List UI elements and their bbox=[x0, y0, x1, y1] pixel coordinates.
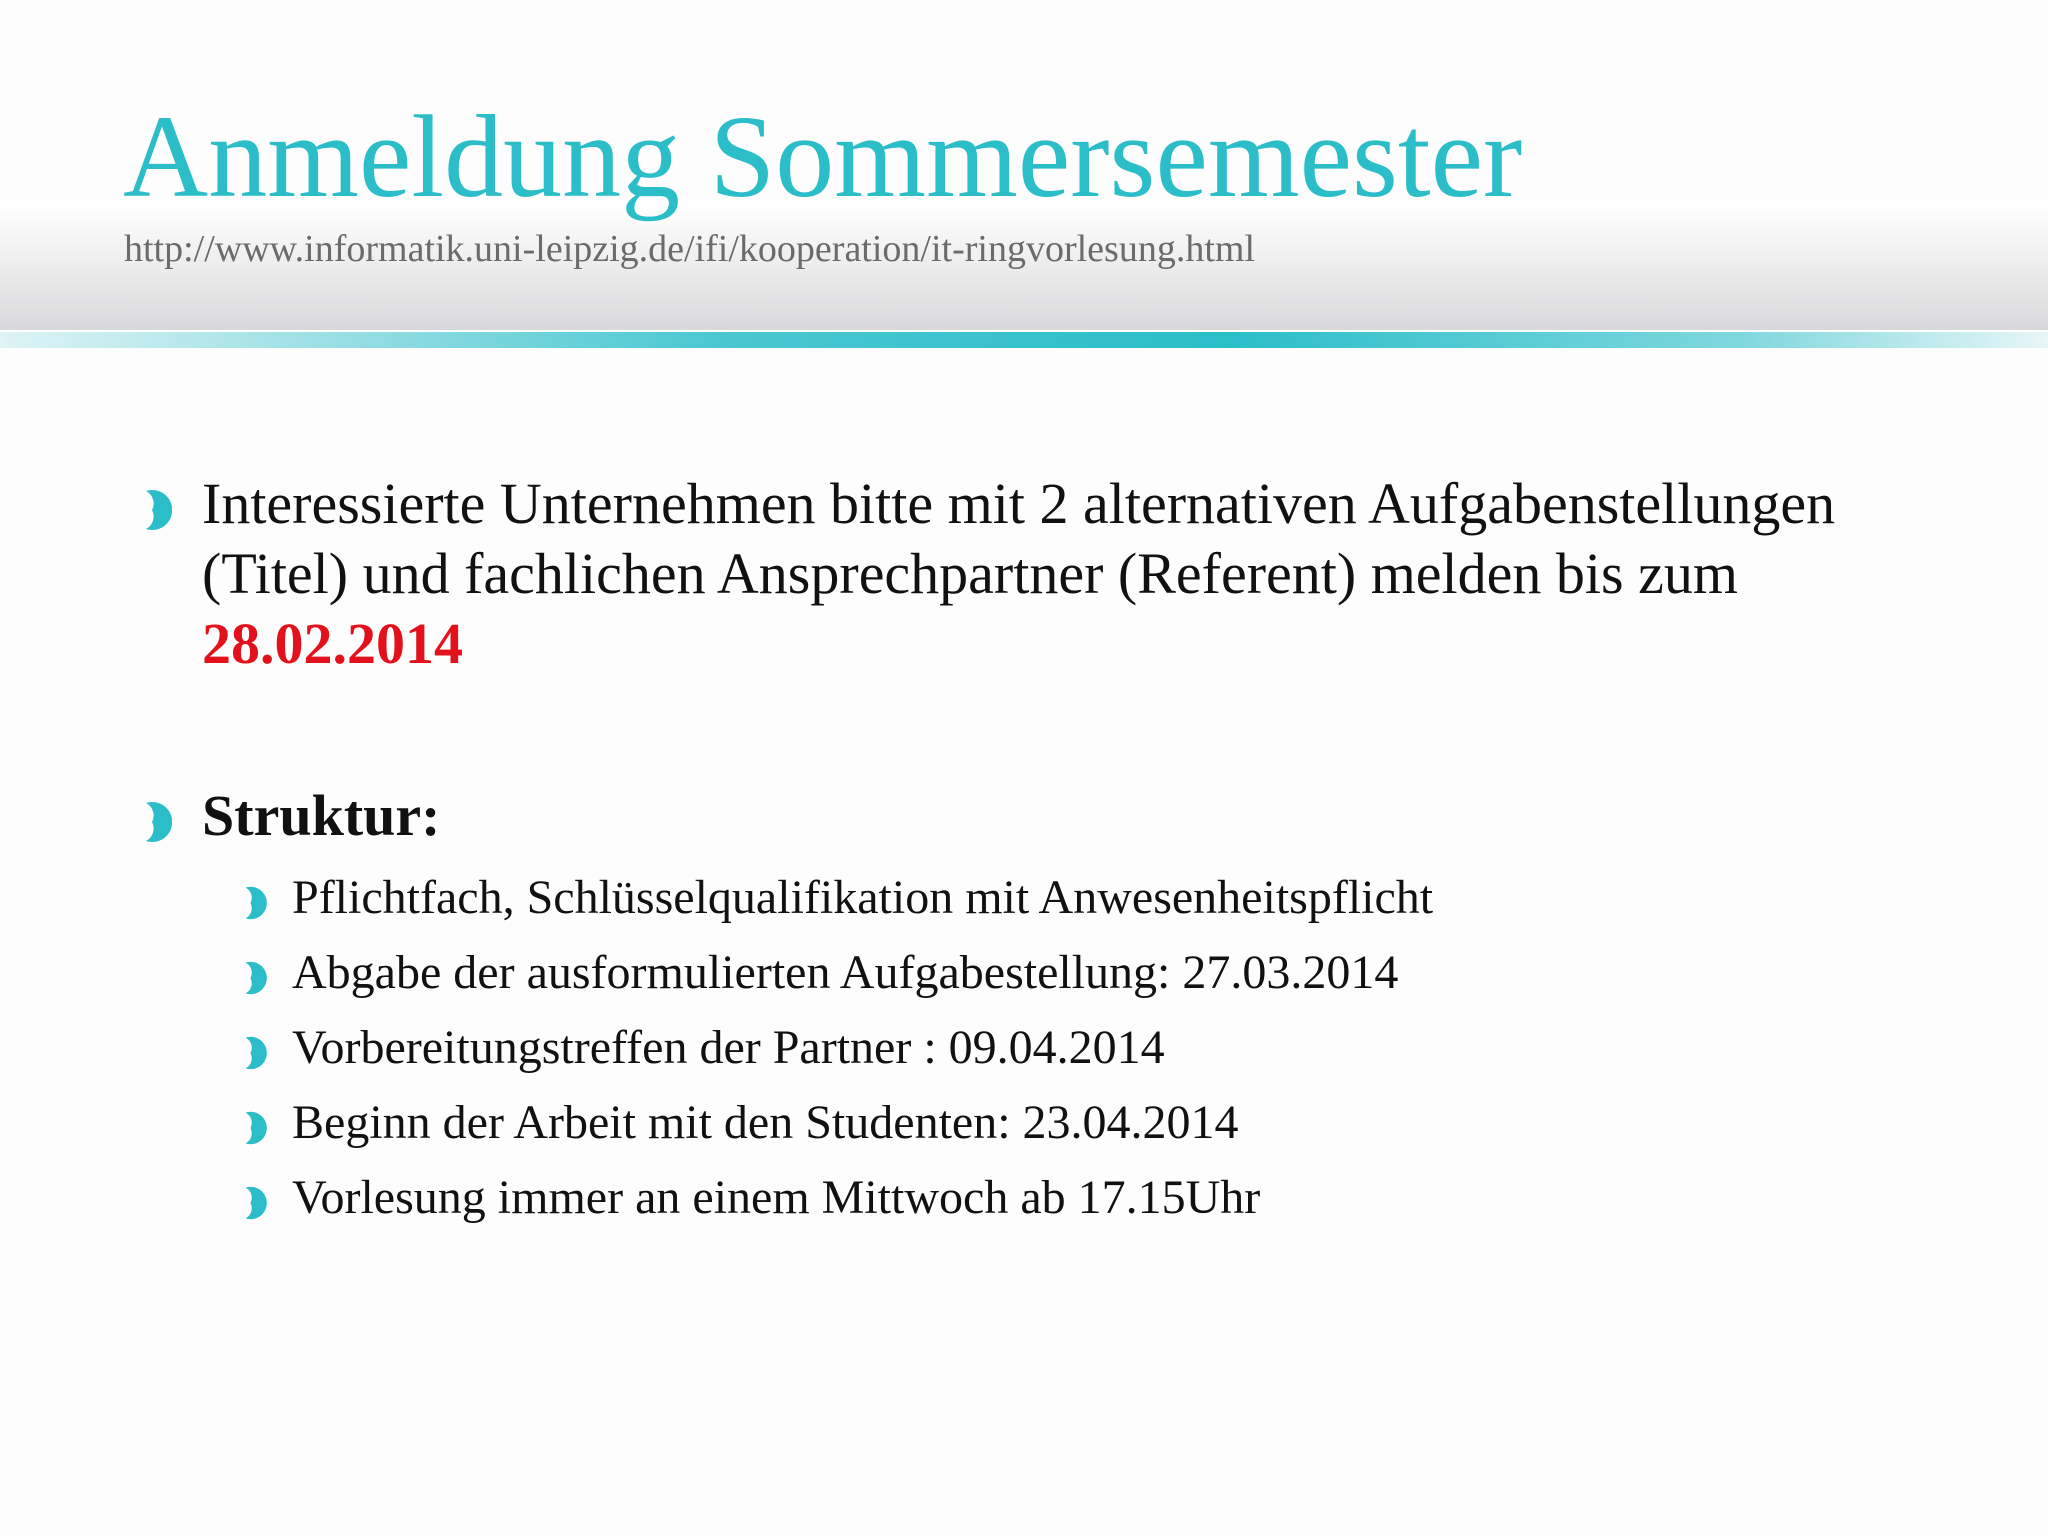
sub-bullet-work-start bbox=[292, 1095, 1239, 1151]
sub-bullet-lecture-time bbox=[292, 1170, 1260, 1226]
crescent-bullet-icon bbox=[126, 489, 172, 531]
bullet-structure bbox=[202, 781, 1902, 851]
sub-bullet-text: Beginn der Arbeit mit den Studenten: 23.04.2014 bbox=[292, 1096, 1239, 1149]
bullet-structure-heading: Struktur: bbox=[202, 783, 441, 848]
sub-bullet-text: Pflichtfach, Schlüsselqualifikation mit Anwesenheitspflicht bbox=[292, 871, 1434, 924]
sub-bullet-text: Vorbereitungstreffen der Partner : 09.04.2014 bbox=[292, 1021, 1165, 1074]
sub-bullet-preparation-meeting bbox=[292, 1020, 1165, 1076]
crescent-bullet-icon bbox=[126, 801, 172, 843]
sub-bullet-submission bbox=[292, 945, 1398, 1001]
crescent-bullet-icon bbox=[229, 1036, 267, 1070]
sub-bullet-text: Abgabe der ausformulierten Aufgabestellung: 27.03.2014 bbox=[292, 946, 1399, 999]
crescent-bullet-icon bbox=[229, 961, 267, 995]
bullet-registration bbox=[202, 469, 1902, 679]
accent-line bbox=[0, 332, 2048, 348]
crescent-bullet-icon bbox=[229, 1186, 267, 1220]
bullet-registration-text: Interessierte Unternehmen bitte mit 2 alternativen Aufgabenstellungen (Titel) und fachlichen Ansprechpartner (Referent) melden bis zum bbox=[202, 471, 1836, 606]
slide-url: http://www.informatik.uni-leipzig.de/ifi/kooperation/it-ringvorlesung.html bbox=[124, 228, 1256, 270]
deadline-date: 28.02.2014 bbox=[202, 611, 463, 676]
crescent-bullet-icon bbox=[229, 886, 267, 920]
sub-bullet-mandatory bbox=[292, 870, 1433, 926]
slide-title: Anmeldung Sommersemester bbox=[123, 91, 1523, 222]
crescent-bullet-icon bbox=[229, 1111, 267, 1145]
sub-bullet-text: Vorlesung immer an einem Mittwoch ab 17.15Uhr bbox=[292, 1171, 1261, 1224]
